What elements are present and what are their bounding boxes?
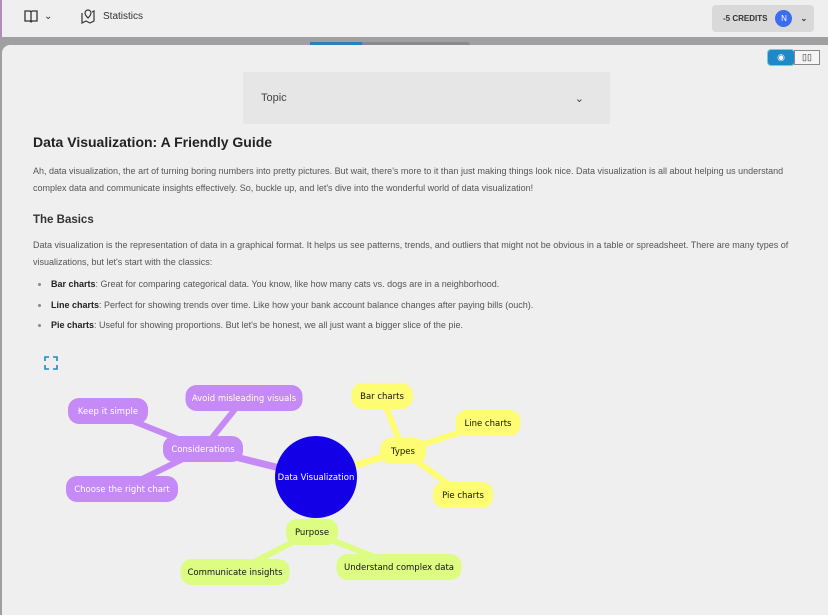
avatar: N (775, 10, 792, 27)
credits-label: -5 CREDITS (723, 14, 768, 23)
purpose-child-node-label: Understand complex data (343, 563, 455, 573)
book-icon (24, 10, 38, 23)
considerations-node-label: Considerations (171, 445, 235, 455)
considerations-child-node-label: Keep it simple (77, 407, 139, 417)
intro-paragraph: Ah, data visualization, the art of turning boring numbers into pretty pictures. But wait, there's more to it than just making things look nice. Data visualization is all about helping us understand complex data and communicate insights effectively. So, buckle up, and let's dive into the wonderful world of data visualization! (33, 166, 784, 193)
considerations-child-node-label: Choose the right chart (74, 485, 170, 495)
chevron-down-icon: ⌄ (44, 11, 53, 22)
bullet-text: : Useful for showing proportions. But let's be honest, we all just want a bigger slice of the pie. (94, 320, 463, 330)
purpose-node-label: Purpose (294, 528, 330, 538)
statistics-link[interactable] (81, 9, 143, 24)
bullet-term: Line charts (51, 299, 100, 310)
mind-map (2, 45, 828, 615)
types-child-node-label: Bar charts (360, 392, 404, 402)
map-pin-icon (81, 9, 95, 24)
considerations-child-node-label: Avoid misleading visuals (191, 394, 297, 404)
types-child-node-label: Pie charts (442, 491, 484, 501)
section-paragraph: Data visualization is the representation of data in a graphical format. It helps us see patterns, trends, and outliers that might not be obvious in a table or spreadsheet. There are many types of visualizations, but let's start with the classics: (33, 240, 789, 267)
topic-label: Topic (261, 92, 287, 104)
eye-icon: ◉ (777, 52, 785, 62)
bullet-term: Bar charts (51, 279, 96, 289)
book-icon: ▯▯ (802, 52, 812, 62)
section-heading: The Basics (33, 214, 94, 226)
center-node-label: Data Visualization (277, 473, 355, 483)
purpose-child-node-label: Communicate insights (187, 568, 283, 578)
credits-account-button[interactable] (712, 5, 814, 32)
chevron-down-icon: ⌄ (800, 14, 808, 23)
top-bar (0, 0, 828, 37)
bullet-text: : Great for comparing categorical data. You know, like how many cats vs. dogs are in a neighborhood. (95, 279, 500, 289)
article-title: Data Visualization: A Friendly Guide (33, 134, 273, 150)
bullet-term: Pie charts (51, 320, 95, 330)
bullet-text: : Perfect for showing trends over time. Like how your bank account balance changes after paying bills (ouch). (99, 299, 534, 310)
chevron-down-icon: ⌄ (574, 92, 584, 105)
types-child-node-label: Line charts (464, 419, 512, 429)
document-panel (2, 45, 828, 615)
page-title: Statistics (103, 11, 144, 22)
types-node-label: Types (391, 447, 415, 457)
book-menu-button[interactable] (24, 10, 52, 23)
